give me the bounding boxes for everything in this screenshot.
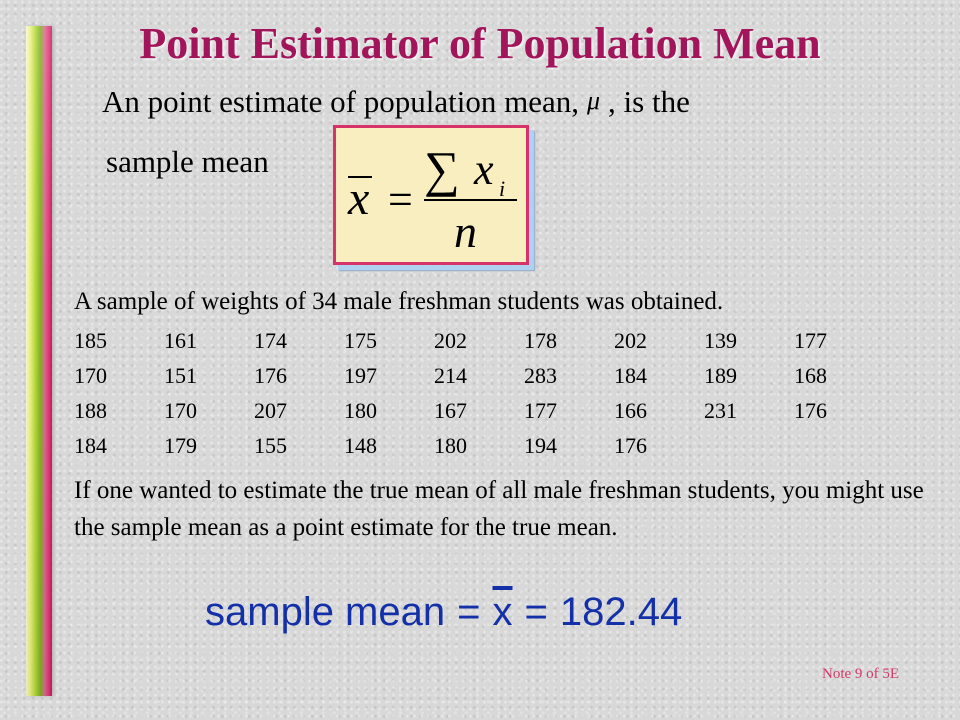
weight-cell: 214 [434, 363, 467, 388]
weight-cell: 155 [254, 433, 287, 458]
weight-cell: 188 [74, 398, 107, 423]
weight-cell: 176 [614, 433, 647, 458]
weight-cell: 283 [524, 363, 557, 388]
mu-symbol: μ [586, 86, 601, 115]
weight-cell: 177 [524, 398, 557, 423]
result-xbar: $\overline{x}$ [492, 590, 513, 634]
data-intro-text: A sample of weights of 34 male freshman students was obtained. [74, 288, 724, 315]
result-label: sample mean [205, 590, 446, 634]
weight-cell: 231 [704, 398, 737, 423]
formula-subscript-i: i [499, 176, 506, 201]
weight-cell: 189 [704, 363, 737, 388]
result-value: 182.44 [559, 590, 683, 634]
intro-text-after: , is the [608, 84, 690, 119]
weight-cell: 170 [164, 398, 197, 423]
weight-cell: 174 [254, 328, 287, 353]
slide-title: Point Estimator of Population Mean [139, 19, 821, 68]
weight-cell: 166 [614, 398, 647, 423]
sample-mean-label: sample mean [106, 144, 269, 179]
weight-cell: 167 [434, 398, 467, 423]
weight-cell: 184 [74, 433, 107, 458]
result-equals-2: = [524, 590, 548, 634]
weight-cell: 202 [614, 328, 647, 353]
weight-cell: 184 [614, 363, 647, 388]
weight-cell: 180 [434, 433, 467, 458]
sample-mean-formula [333, 125, 529, 265]
weight-cell: 194 [524, 433, 557, 458]
weight-cell: 175 [344, 328, 377, 353]
formula-numerator-x: x [474, 145, 494, 194]
formula-equals: = [388, 175, 413, 224]
table-row [74, 433, 884, 468]
weight-cell: 176 [794, 398, 827, 423]
decorative-side-stripe [26, 26, 52, 696]
weight-cell: 148 [344, 433, 377, 458]
weight-cell: 170 [74, 363, 107, 388]
weight-cell: 185 [74, 328, 107, 353]
weight-cell: 139 [704, 328, 737, 353]
weight-cell: 176 [254, 363, 287, 388]
weight-cell: 179 [164, 433, 197, 458]
intro-line [102, 84, 690, 120]
weight-cell: 207 [254, 398, 287, 423]
weight-cell: 202 [434, 328, 467, 353]
explanation-paragraph: If one wanted to estimate the true mean of all male freshman students, you might use the sample mean as a point estimate for the true mean. [74, 477, 924, 541]
weight-cell: 151 [164, 363, 197, 388]
weight-cell: 197 [344, 363, 377, 388]
slide-footer: Note 9 of 5E [822, 666, 900, 682]
weight-cell: 161 [164, 328, 197, 353]
weight-cell: 177 [794, 328, 827, 353]
table-row [74, 363, 884, 398]
formula-graphic [336, 128, 526, 262]
sigma-symbol: ∑ [424, 141, 460, 197]
formula-lhs-x: x [348, 172, 370, 225]
sample-mean-result [205, 590, 682, 635]
intro-text-before: An point estimate of population mean, [102, 84, 579, 119]
result-equals-1: = [457, 590, 481, 634]
formula-denominator-n: n [454, 206, 477, 257]
weight-cell: 178 [524, 328, 557, 353]
weight-cell: 168 [794, 363, 827, 388]
table-row [74, 328, 884, 363]
weight-cell: 180 [344, 398, 377, 423]
table-row [74, 398, 884, 433]
weights-table [74, 328, 884, 468]
